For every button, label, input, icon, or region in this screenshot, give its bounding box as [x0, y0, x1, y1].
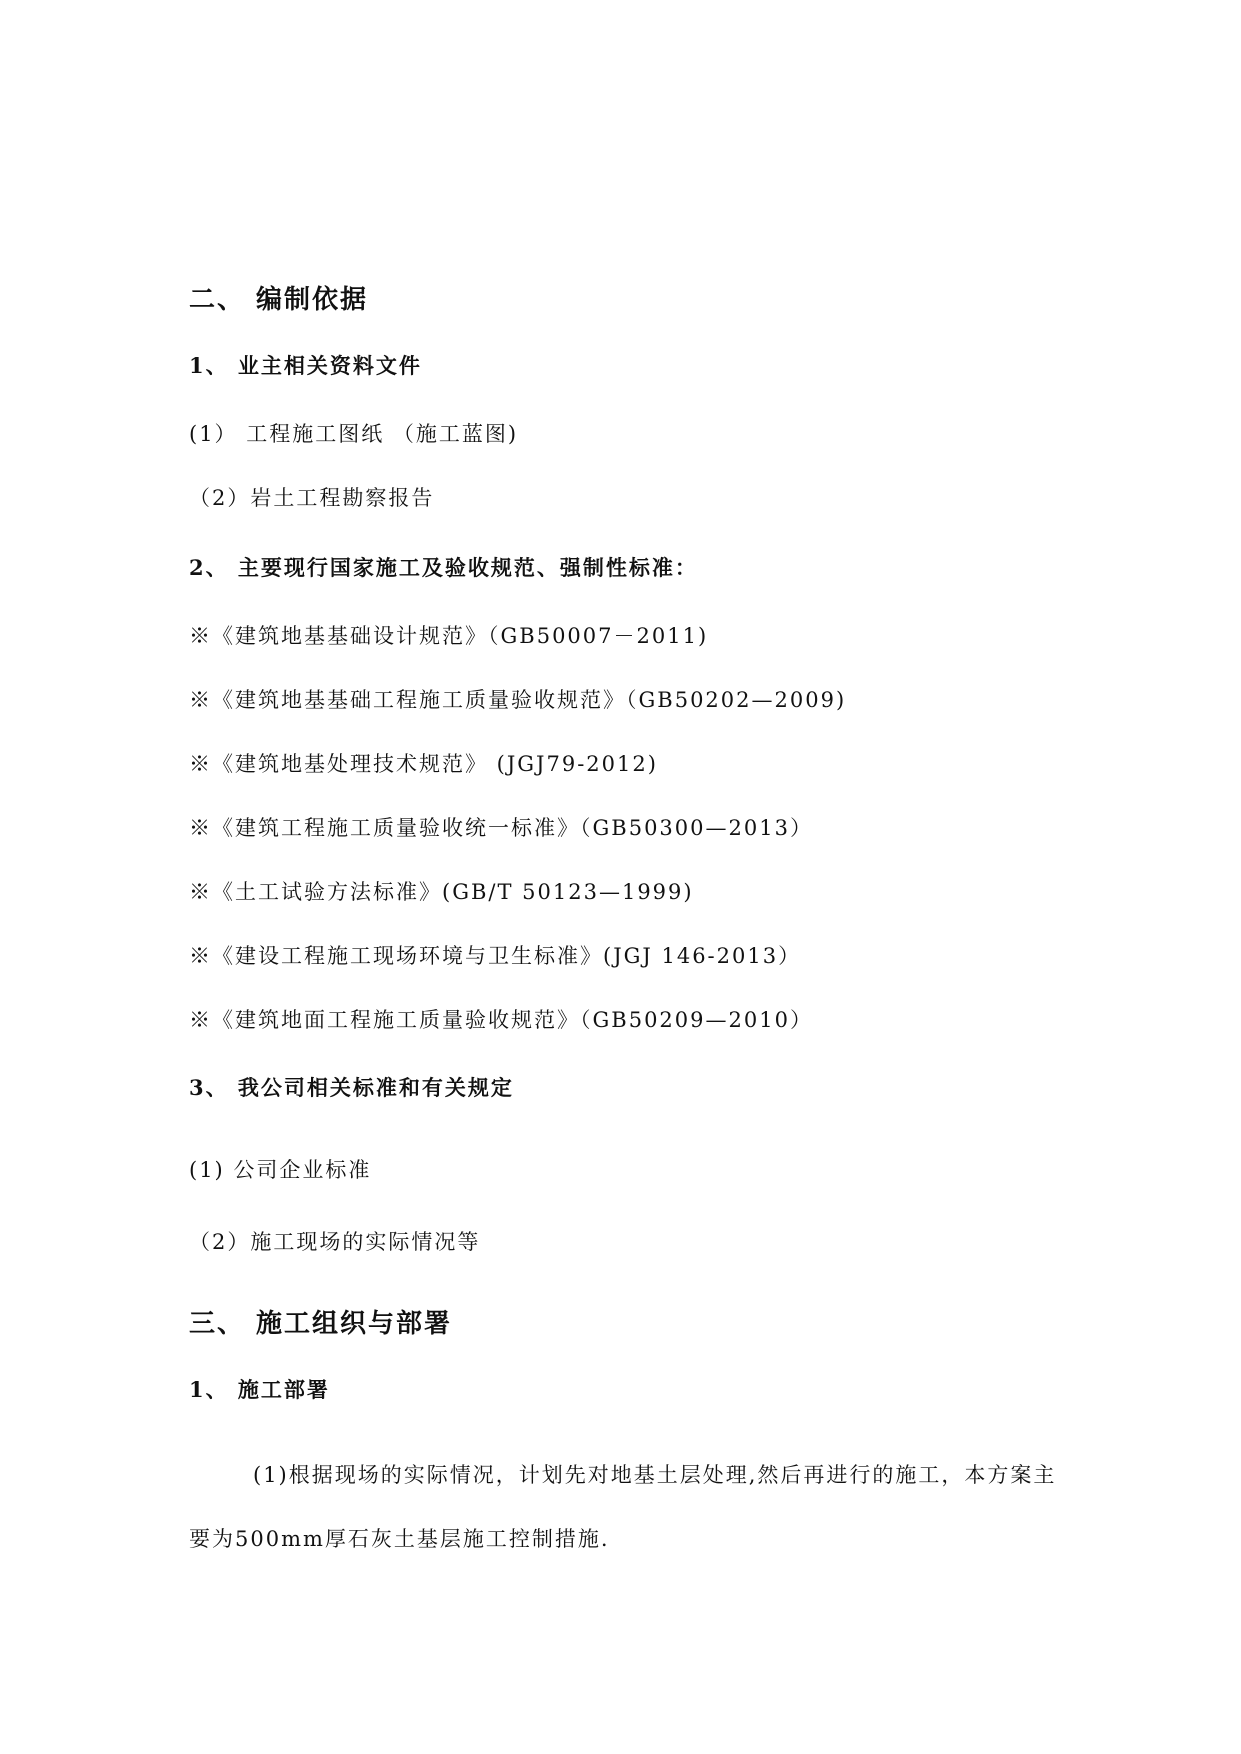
- section-3-heading: 三、 施工组织与部署: [189, 1309, 453, 1339]
- list-item-construction-drawings: (1） 工程施工图纸 （施工蓝图): [189, 422, 519, 446]
- subsection-2-1-heading: 1、 业主相关资料文件: [189, 353, 422, 378]
- standard-item: ※《建筑地面工程施工质量验收规范》（GB50209—2010）: [189, 1008, 813, 1032]
- subsection-3-1-heading: 1、 施工部署: [189, 1377, 330, 1402]
- section-2-heading: 二、 编制依据: [189, 285, 369, 315]
- list-item-site-conditions: （2）施工现场的实际情况等: [189, 1230, 481, 1254]
- standard-item: ※《建筑地基基础工程施工质量验收规范》（GB50202—2009): [189, 688, 847, 712]
- standard-item: ※《建筑地基基础设计规范》（GB50007－2011): [189, 624, 709, 648]
- deployment-paragraph: (1)根据现场的实际情况，计划先对地基土层处理,然后再进行的施工，本方案主要为500mm厚石灰土基层施工控制措施.: [189, 1463, 1057, 1551]
- standard-item: ※《建设工程施工现场环境与卫生标准》(JGJ 146-2013）: [189, 944, 802, 968]
- subsection-2-3-heading: 3、 我公司相关标准和有关规定: [189, 1075, 514, 1100]
- standard-item: ※《建筑工程施工质量验收统一标准》（GB50300—2013）: [189, 816, 813, 840]
- subsection-2-2-heading: 2、 主要现行国家施工及验收规范、强制性标准：: [189, 555, 698, 580]
- list-item-company-standard: (1) 公司企业标准: [189, 1158, 372, 1182]
- list-item-geotechnical-report: （2）岩土工程勘察报告: [189, 486, 435, 510]
- standard-item: ※《土工试验方法标准》(GB/T 50123—1999): [189, 880, 694, 904]
- standard-item: ※《建筑地基处理技术规范》 (JGJ79-2012): [189, 752, 658, 776]
